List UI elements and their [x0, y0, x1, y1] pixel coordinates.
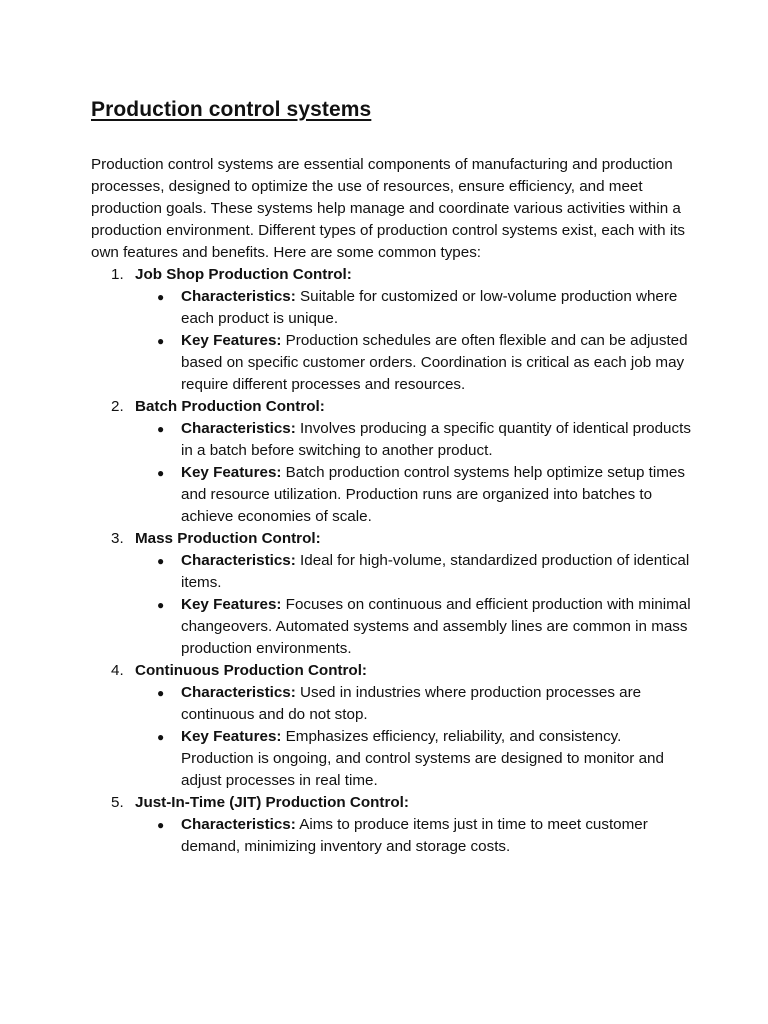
bullet-icon: ●	[157, 290, 165, 304]
bullet-text: Production schedules are often flexible and can be adjusted based on specific customer orders. Coordination is critical as each job may require different processes and resources.	[181, 332, 688, 393]
page-title: Production control systems	[91, 98, 372, 121]
bullet-text: Involves producing a specific quantity of identical products in a batch before switching to another product.	[181, 420, 691, 459]
section-item	[91, 264, 691, 396]
bullet-text: Emphasizes efficiency, reliability, and consistency. Production is ongoing, and control systems are designed to monitor and adjust processes in real time.	[181, 728, 664, 789]
bullet-item	[91, 594, 691, 660]
section-heading: Batch Production Control:	[135, 398, 325, 415]
section-item	[91, 396, 691, 528]
bullet-list	[91, 682, 691, 792]
section-item	[91, 528, 691, 660]
bullet-label: Characteristics:	[181, 288, 296, 305]
bullet-text: Focuses on continuous and efficient production with minimal changeovers. Automated systems and assembly lines are common in mass production environments.	[181, 596, 691, 657]
bullet-icon: ●	[157, 818, 165, 832]
document-page	[91, 96, 691, 858]
bullet-text: Suitable for customized or low-volume production where each product is unique.	[181, 288, 678, 327]
bullet-icon: ●	[157, 730, 165, 744]
bullet-label: Characteristics:	[181, 420, 296, 437]
bullet-text: Ideal for high-volume, standardized production of identical items.	[181, 552, 690, 591]
bullet-label: Characteristics:	[181, 552, 296, 569]
bullet-item	[91, 286, 691, 330]
section-heading: Just-In-Time (JIT) Production Control:	[135, 794, 409, 811]
bullet-list	[91, 550, 691, 660]
section-number: 2.	[111, 398, 124, 415]
section-item	[91, 660, 691, 792]
bullet-icon: ●	[157, 334, 165, 348]
bullet-text: Batch production control systems help optimize setup times and resource utilization. Production runs are organized into batches to achieve economies of scale.	[181, 464, 685, 525]
bullet-label: Characteristics:	[181, 684, 296, 701]
section-number: 1.	[111, 266, 124, 283]
bullet-list	[91, 286, 691, 396]
bullet-text: Used in industries where production processes are continuous and do not stop.	[181, 684, 642, 723]
bullet-label: Key Features:	[181, 596, 282, 613]
section-heading: Job Shop Production Control:	[135, 266, 352, 283]
bullet-label: Key Features:	[181, 332, 282, 349]
bullet-icon: ●	[157, 466, 165, 480]
section-list	[91, 264, 691, 858]
bullet-list	[91, 418, 691, 528]
intro-paragraph: Production control systems are essential components of manufacturing and production processes, designed to optimize the use of resources, ensure efficiency, and meet production goals. These systems help manage and coordinate various activities within a production environment. Different types of production control systems exist, each with its own features and benefits. Here are some common types:	[91, 156, 686, 261]
bullet-icon: ●	[157, 422, 165, 436]
bullet-item	[91, 682, 691, 726]
bullet-item	[91, 418, 691, 462]
bullet-item	[91, 462, 691, 528]
section-item	[91, 792, 691, 858]
bullet-icon: ●	[157, 598, 165, 612]
bullet-item	[91, 550, 691, 594]
section-heading: Continuous Production Control:	[135, 662, 367, 679]
section-number: 3.	[111, 530, 124, 547]
bullet-label: Key Features:	[181, 464, 282, 481]
section-number: 5.	[111, 794, 124, 811]
section-number: 4.	[111, 662, 124, 679]
bullet-item	[91, 814, 691, 858]
bullet-icon: ●	[157, 554, 165, 568]
bullet-label: Key Features:	[181, 728, 282, 745]
bullet-icon: ●	[157, 686, 165, 700]
bullet-list	[91, 814, 691, 858]
bullet-label: Characteristics:	[181, 816, 296, 833]
bullet-item	[91, 726, 691, 792]
bullet-text: Aims to produce items just in time to meet customer demand, minimizing inventory and storage costs.	[181, 816, 648, 855]
section-heading: Mass Production Control:	[135, 530, 321, 547]
bullet-item	[91, 330, 691, 396]
